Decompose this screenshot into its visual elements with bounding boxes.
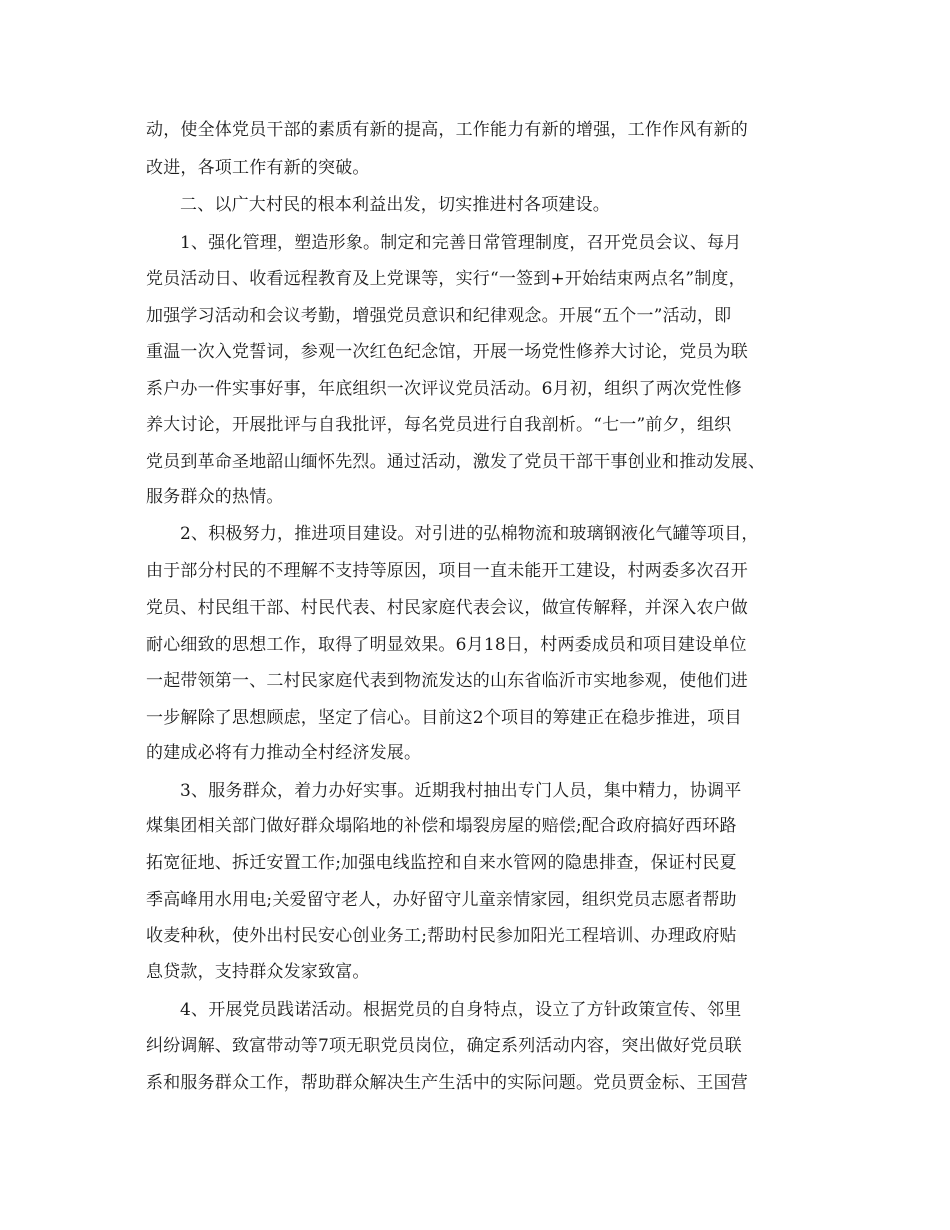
text-line: 息贷款，支持群众发家致富。 — [146, 962, 370, 982]
text-line: 党员活动日、收看远程教育及上党课等，实行“一签到+开始结束两点名”制度， — [146, 269, 746, 289]
text-line: 纠纷调解、致富带动等7项无职党员岗位，确定系列活动内容，突出做好党员联 — [146, 1036, 742, 1056]
text-line: 拓宽征地、拆迁安置工作;加强电线监控和自来水管网的隐患排查，保证村民夏 — [146, 853, 737, 873]
section-heading: 二、以广大村民的根本利益出发，切实推进村各项建设。 — [180, 195, 610, 215]
text-line: 4、开展党员践诺活动。根据党员的自身特点，设立了方针政策宣传、邻里 — [180, 1000, 742, 1020]
text-line: 党员、村民组干部、村民代表、村民家庭代表会议，做宣传解释，并深入农户做 — [146, 598, 748, 618]
text-line: 重温一次入党誓词，参观一次红色纪念馆，开展一场党性修养大讨论，党员为联 — [146, 342, 748, 362]
text-line: 养大讨论，开展批评与自我批评，每名党员进行自我剖析。“七一”前夕，组织 — [146, 415, 732, 435]
text-line: 一起带领第一、二村民家庭代表到物流发达的山东省临沂市实地参观，使他们进 — [146, 671, 748, 691]
text-line: 加强学习活动和会议考勤，增强党员意识和纪律观念。开展“五个一”活动，即 — [146, 306, 732, 326]
text-line: 系户办一件实事好事，年底组织一次评议党员活动。6月初，组织了两次党性修 — [146, 379, 742, 399]
text-line: 动，使全体党员干部的素质有新的提高，工作能力有新的增强，工作作风有新的 — [146, 120, 748, 140]
text-line: 3、服务群众，着力办好实事。近期我村抽出专门人员，集中精力，协调平 — [180, 781, 742, 801]
text-line: 煤集团相关部门做好群众塌陷地的补偿和塌裂房屋的赔偿;配合政府搞好西环路 — [146, 816, 737, 836]
text-line: 1、强化管理，塑造形象。制定和完善日常管理制度，召开党员会议、每月 — [180, 233, 742, 253]
text-line: 系和服务群众工作，帮助群众解决生产生活中的实际问题。党员贾金标、王国营 — [146, 1073, 748, 1093]
text-line: 由于部分村民的不理解不支持等原因，项目一直未能开工建设，村两委多次召开 — [146, 561, 748, 581]
text-line: 耐心细致的思想工作，取得了明显效果。6月18日，村两委成员和项目建设单位 — [146, 635, 747, 655]
text-line: 季高峰用水用电;关爱留守老人，办好留守儿童亲情家园，组织党员志愿者帮助 — [146, 890, 737, 910]
text-line: 一步解除了思想顾虑，坚定了信心。目前这2个项目的筹建正在稳步推进，项目 — [146, 708, 742, 728]
text-line: 收麦种秋，使外出村民安心创业务工;帮助村民参加阳光工程培训、办理政府贴 — [146, 926, 737, 946]
text-line: 改进，各项工作有新的突破。 — [146, 158, 370, 178]
text-line: 服务群众的热情。 — [146, 487, 284, 507]
text-line: 党员到革命圣地韶山缅怀先烈。通过活动，激发了党员干部干事创业和推动发展、 — [146, 452, 766, 472]
text-line: 的建成必将有力推动全村经济发展。 — [146, 743, 422, 763]
text-line: 2、积极努力，推进项目建设。对引进的弘棉物流和玻璃钢液化气罐等项目， — [180, 524, 759, 544]
